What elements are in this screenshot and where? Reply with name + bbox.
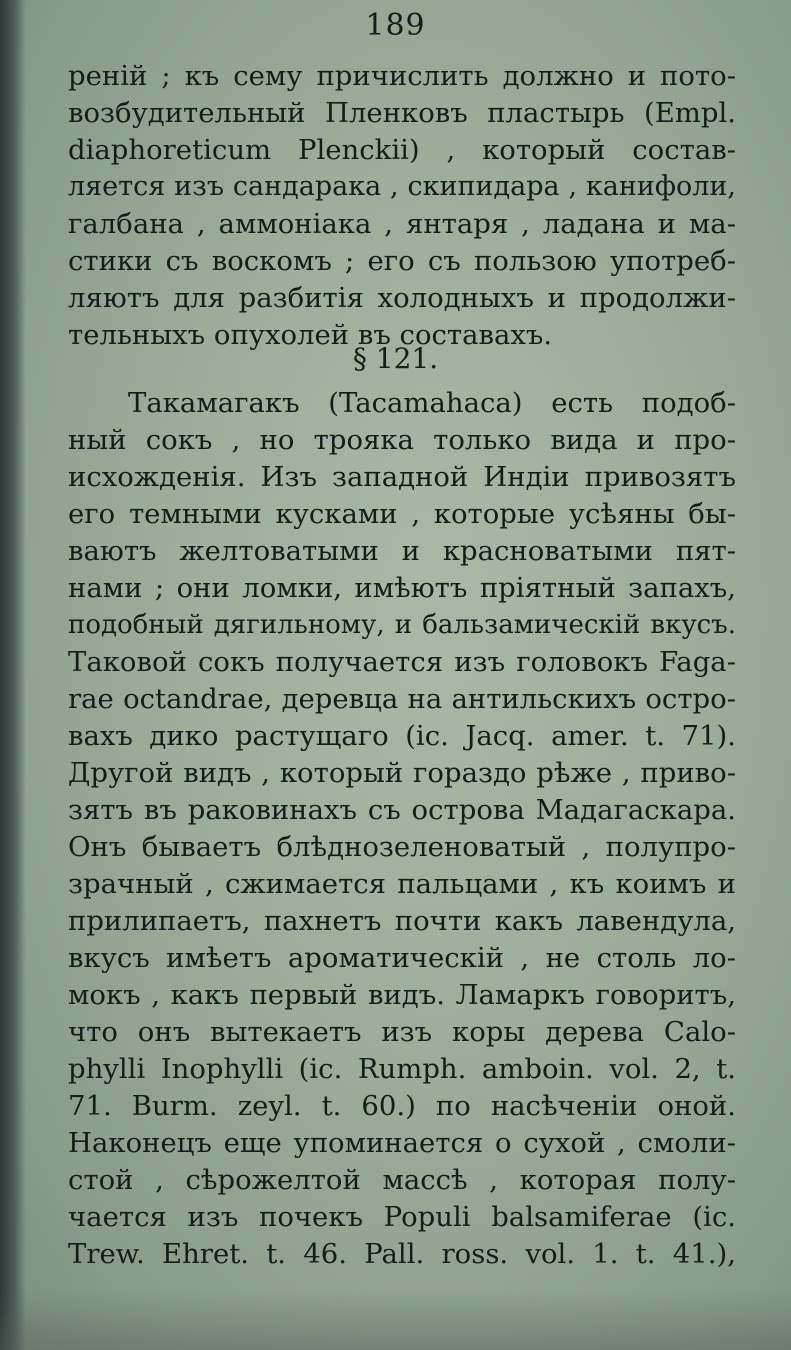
text-line: исхожденiя. Изъ западной Индiи привозятъ — [68, 461, 736, 493]
text-line: прилипаетъ, пахнетъ почти какъ лавендула, — [68, 905, 736, 937]
text-line: Другой видъ , который гораздо рѣже , приво- — [68, 757, 736, 789]
text-line: ляютъ для разбитiя холодныхъ и продолжи- — [68, 282, 736, 314]
text-line: ренiй ; къ сему причислить должно и пото- — [68, 60, 736, 92]
page-number: 189 — [365, 8, 426, 43]
text-line: возбудительный Пленковъ пластырь (Empl. — [68, 97, 736, 129]
text-line: галбана , аммонiака , янтаря , ладана и ма- — [68, 208, 736, 240]
text-line: Наконецъ еще упоминается о сухой , смоли- — [68, 1127, 736, 1159]
text-line: ваютъ желтоватыми и красноватыми пят- — [68, 535, 736, 567]
text-line: Trew. Ehret. t. 46. Pall. ross. vol. 1. t. 41.), — [68, 1238, 736, 1270]
text-line: чается изъ почекъ Populi balsamiferae (ic. — [68, 1201, 736, 1233]
text-line: вахъ дико растущаго (ic. Jacq. amer. t. 71). — [68, 720, 736, 752]
text-line: Такамагакъ (Tacamahaca) есть подоб- — [128, 387, 736, 419]
text-line: зятъ въ раковинахъ съ острова Мадагаскара. — [68, 794, 736, 826]
text-line: phylli Inophylli (ic. Rumph. amboin. vol. 2, t. — [68, 1053, 736, 1085]
text-line: ный сокъ , но трояка только вида и про- — [68, 424, 736, 456]
text-line: мокъ , какъ первый видъ. Ламаркъ говоритъ, — [68, 979, 736, 1011]
text-line: его темными кусками , которые усѣяны бы- — [68, 498, 736, 530]
page-bottom-shadow — [0, 1290, 791, 1350]
text-line: вкусъ имѣетъ ароматическiй , не столь ло- — [68, 942, 736, 974]
text-line: rae octandrae, деревца на антильскихъ остро- — [68, 683, 736, 715]
text-line: зрачный , сжимается пальцами , къ коимъ и — [68, 868, 736, 900]
text-line: тельныхъ опухолей въ составахъ. — [68, 319, 553, 351]
text-line: ляется изъ сандарака , скипидара , канифоли, — [68, 171, 736, 202]
text-line: нами ; они ломки, имѣютъ прiятный запахъ, — [68, 572, 736, 604]
text-line: стой , сѣрожелтой массѣ , которая полу- — [68, 1164, 736, 1196]
text-line: diaphoreticum Plenckii) , который состав- — [68, 134, 736, 166]
text-line: что онъ вытекаетъ изъ коры дерева Calo- — [68, 1016, 736, 1048]
text-line: стики съ воскомъ ; его съ пользою употреб- — [68, 245, 736, 277]
book-spine-shadow — [0, 0, 26, 1350]
text-line: подобный дягильному, и бальзамическiй вкусъ. — [68, 610, 736, 640]
text-line: 71. Burm. zeyl. t. 60.) по насѣченiи оной. — [68, 1090, 736, 1122]
section-heading: § 121. — [352, 342, 439, 375]
text-line: Онъ бываетъ блѣднозеленоватый , полупро- — [68, 831, 736, 863]
text-line: Таковой сокъ получается изъ головокъ Faga- — [68, 646, 736, 678]
